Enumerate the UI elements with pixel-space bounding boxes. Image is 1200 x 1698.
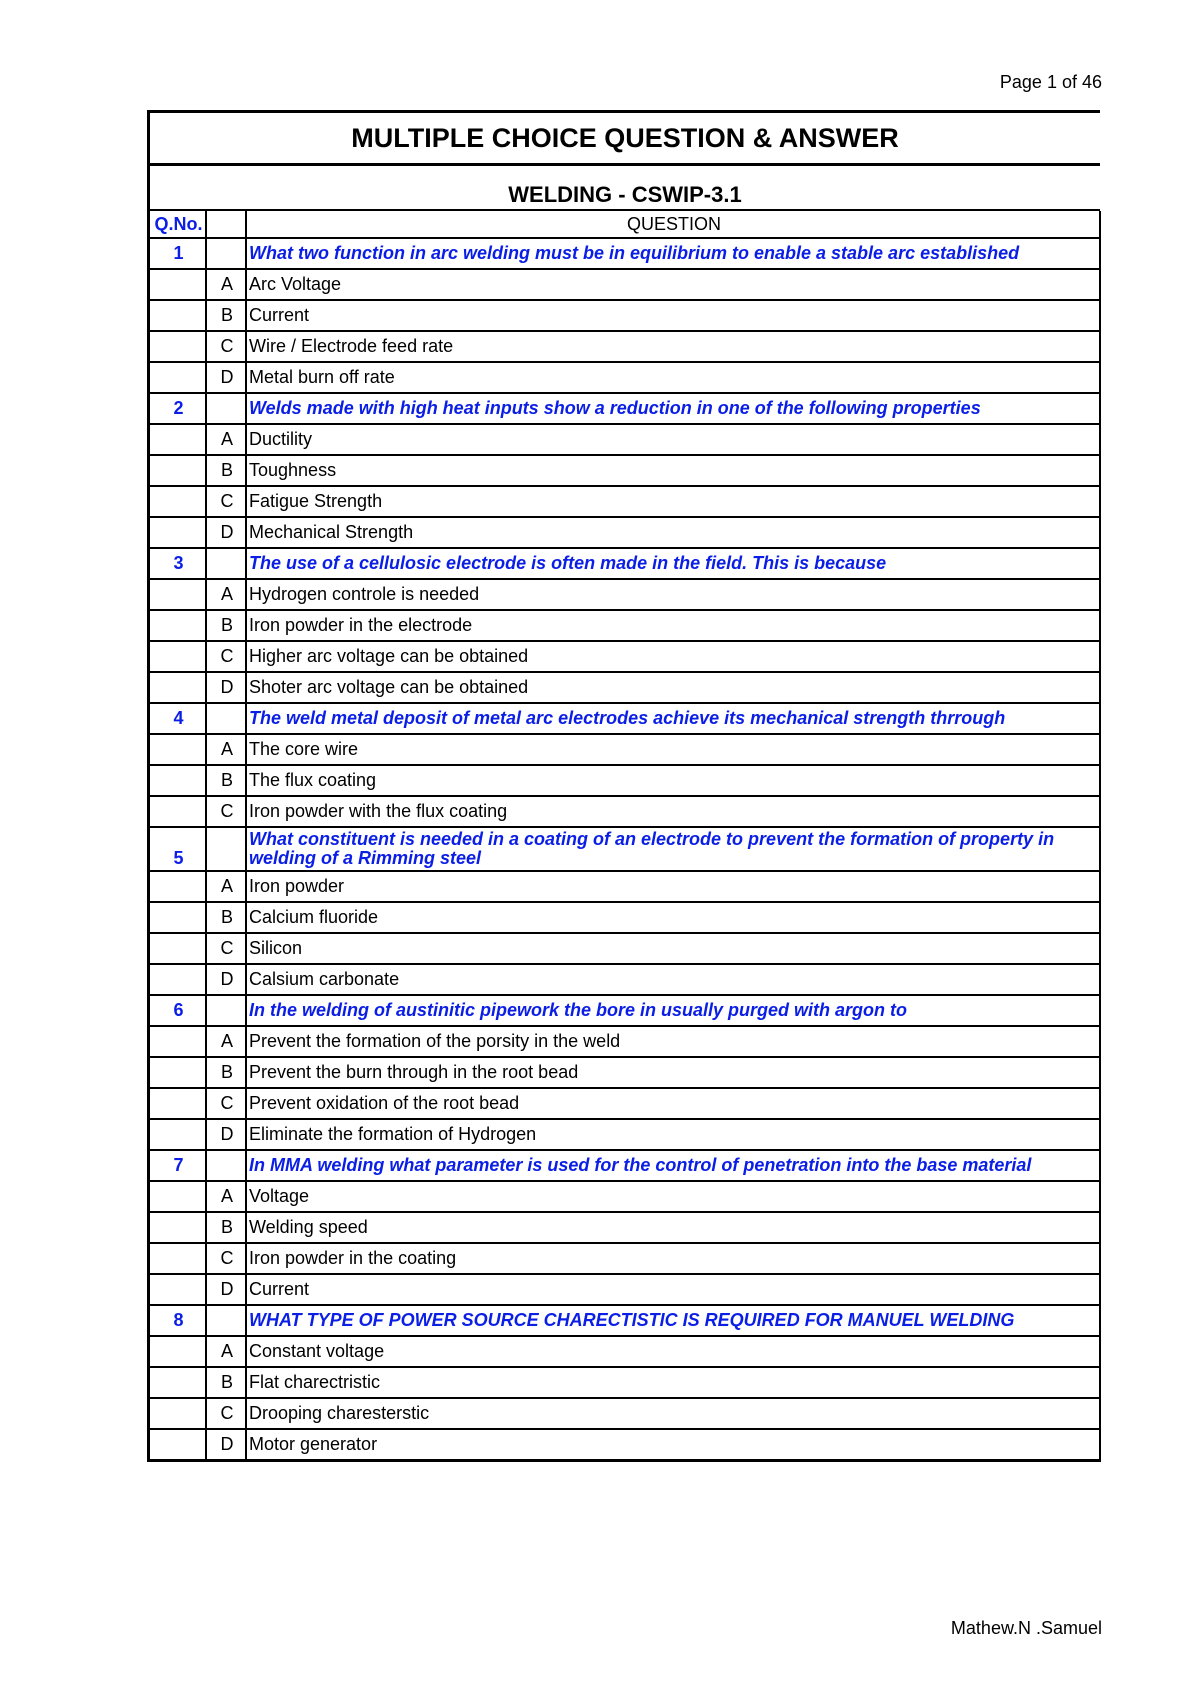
option-row	[150, 1181, 1100, 1212]
option-row	[150, 1212, 1100, 1243]
empty-cell	[150, 1398, 206, 1429]
author-name: Mathew.N .Samuel	[950, 1618, 1102, 1638]
empty-cell	[206, 238, 246, 269]
empty-cell	[206, 548, 246, 579]
empty-cell	[206, 995, 246, 1026]
option-letter: A	[206, 424, 246, 455]
empty-cell	[150, 1336, 206, 1367]
option-text: Toughness	[246, 455, 1100, 486]
option-text: Hydrogen controle is needed	[246, 579, 1100, 610]
empty-cell	[150, 1119, 206, 1150]
empty-cell	[150, 964, 206, 995]
empty-cell	[206, 1305, 246, 1336]
empty-cell	[150, 641, 206, 672]
option-row	[150, 331, 1100, 362]
option-text: Iron powder in the electrode	[246, 610, 1100, 641]
page-number: Page 1 of 46	[999, 72, 1102, 92]
question-number: 4	[150, 703, 206, 734]
option-row	[150, 1429, 1100, 1460]
option-row	[150, 300, 1100, 331]
option-row	[150, 964, 1100, 995]
question-sheet	[147, 110, 1100, 1462]
question-text: The use of a cellulosic electrode is often made in the field. This is because	[246, 548, 1100, 579]
qno-header: Q.No.	[150, 211, 206, 238]
option-text: Ductility	[246, 424, 1100, 455]
empty-cell	[150, 455, 206, 486]
option-text: Iron powder in the coating	[246, 1243, 1100, 1274]
option-letter: C	[206, 1088, 246, 1119]
question-text: What constituent is needed in a coating of an electrode to prevent the formation of property in welding of a Rimming steel	[246, 827, 1100, 871]
option-text: Current	[246, 1274, 1100, 1305]
option-text: Wire / Electrode feed rate	[246, 331, 1100, 362]
option-letter: B	[206, 902, 246, 933]
option-row	[150, 1274, 1100, 1305]
option-text: Calsium carbonate	[246, 964, 1100, 995]
empty-cell	[150, 902, 206, 933]
option-text: Prevent the formation of the porsity in the weld	[246, 1026, 1100, 1057]
option-letter: C	[206, 641, 246, 672]
option-letter: A	[206, 734, 246, 765]
option-text: Iron powder	[246, 871, 1100, 902]
question-number: 2	[150, 393, 206, 424]
option-letter: B	[206, 1212, 246, 1243]
question-text: Welds made with high heat inputs show a reduction in one of the following properties	[246, 393, 1100, 424]
option-letter: C	[206, 796, 246, 827]
empty-cell	[150, 1274, 206, 1305]
option-letter: D	[206, 964, 246, 995]
option-row	[150, 871, 1100, 902]
option-letter: C	[206, 1398, 246, 1429]
question-row	[150, 995, 1100, 1026]
option-letter: C	[206, 331, 246, 362]
option-row	[150, 1026, 1100, 1057]
empty-cell	[150, 1088, 206, 1119]
option-text: Voltage	[246, 1181, 1100, 1212]
empty-cell	[150, 734, 206, 765]
option-letter: A	[206, 1336, 246, 1367]
question-number: 6	[150, 995, 206, 1026]
letter-header	[206, 211, 246, 238]
option-row	[150, 641, 1100, 672]
empty-cell	[150, 871, 206, 902]
empty-cell	[150, 765, 206, 796]
question-table	[150, 211, 1101, 1462]
option-text: Welding speed	[246, 1212, 1100, 1243]
question-number: 3	[150, 548, 206, 579]
empty-cell	[150, 424, 206, 455]
option-text: Metal burn off rate	[246, 362, 1100, 393]
empty-cell	[150, 610, 206, 641]
question-text: What two function in arc welding must be in equilibrium to enable a stable arc established	[246, 238, 1100, 269]
question-row	[150, 238, 1100, 269]
option-letter: D	[206, 1119, 246, 1150]
option-letter: B	[206, 1367, 246, 1398]
empty-cell	[206, 703, 246, 734]
empty-cell	[150, 269, 206, 300]
option-text: Fatigue Strength	[246, 486, 1100, 517]
option-letter: D	[206, 672, 246, 703]
option-row	[150, 1367, 1100, 1398]
option-text: Calcium fluoride	[246, 902, 1100, 933]
option-letter: C	[206, 486, 246, 517]
document-title: MULTIPLE CHOICE QUESTION & ANSWER	[150, 113, 1100, 166]
option-row	[150, 796, 1100, 827]
option-text: Higher arc voltage can be obtained	[246, 641, 1100, 672]
question-row	[150, 1150, 1100, 1181]
empty-cell	[150, 796, 206, 827]
option-row	[150, 734, 1100, 765]
option-letter: A	[206, 579, 246, 610]
question-text: The weld metal deposit of metal arc electrodes achieve its mechanical strength thrrough	[246, 703, 1100, 734]
question-text: In the welding of austinitic pipework the bore in usually purged with argon to	[246, 995, 1100, 1026]
empty-cell	[150, 1057, 206, 1088]
option-letter: D	[206, 1274, 246, 1305]
empty-cell	[150, 1026, 206, 1057]
option-text: Prevent the burn through in the root bead	[246, 1057, 1100, 1088]
option-letter: B	[206, 455, 246, 486]
empty-cell	[150, 300, 206, 331]
option-row	[150, 933, 1100, 964]
option-row	[150, 579, 1100, 610]
option-text: The core wire	[246, 734, 1100, 765]
document-subtitle: WELDING - CSWIP-3.1	[150, 166, 1100, 211]
empty-cell	[150, 362, 206, 393]
empty-cell	[150, 486, 206, 517]
option-text: Motor generator	[246, 1429, 1100, 1460]
option-row	[150, 486, 1100, 517]
option-row	[150, 1398, 1100, 1429]
option-row	[150, 1119, 1100, 1150]
option-text: Constant voltage	[246, 1336, 1100, 1367]
question-number: 1	[150, 238, 206, 269]
option-row	[150, 1336, 1100, 1367]
empty-cell	[150, 672, 206, 703]
option-letter: A	[206, 1181, 246, 1212]
option-letter: A	[206, 269, 246, 300]
option-letter: B	[206, 1057, 246, 1088]
option-text: The flux coating	[246, 765, 1100, 796]
option-letter: B	[206, 300, 246, 331]
question-number: 5	[150, 827, 206, 871]
option-row	[150, 765, 1100, 796]
empty-cell	[206, 1150, 246, 1181]
option-text: Eliminate the formation of Hydrogen	[246, 1119, 1100, 1150]
option-letter: D	[206, 362, 246, 393]
question-row	[150, 393, 1100, 424]
empty-cell	[150, 517, 206, 548]
question-row	[150, 703, 1100, 734]
empty-cell	[150, 1429, 206, 1460]
option-row	[150, 362, 1100, 393]
empty-cell	[150, 331, 206, 362]
option-letter: A	[206, 871, 246, 902]
question-text: WHAT TYPE OF POWER SOURCE CHARECTISTIC IS REQUIRED FOR MANUEL WELDING	[246, 1305, 1100, 1336]
question-row	[150, 1305, 1100, 1336]
table-header-row	[150, 211, 1100, 238]
empty-cell	[206, 827, 246, 871]
option-text: Silicon	[246, 933, 1100, 964]
option-text: Mechanical Strength	[246, 517, 1100, 548]
option-row	[150, 1057, 1100, 1088]
option-letter: B	[206, 765, 246, 796]
option-row	[150, 1243, 1100, 1274]
question-row	[150, 827, 1100, 871]
option-text: Shoter arc voltage can be obtained	[246, 672, 1100, 703]
question-number: 7	[150, 1150, 206, 1181]
option-row	[150, 610, 1100, 641]
option-letter: D	[206, 517, 246, 548]
empty-cell	[150, 579, 206, 610]
question-text: In MMA welding what parameter is used for the control of penetration into the base material	[246, 1150, 1100, 1181]
empty-cell	[206, 393, 246, 424]
option-row	[150, 424, 1100, 455]
option-letter: C	[206, 933, 246, 964]
option-row	[150, 1088, 1100, 1119]
option-letter: A	[206, 1026, 246, 1057]
option-letter: C	[206, 1243, 246, 1274]
empty-cell	[150, 1212, 206, 1243]
option-row	[150, 269, 1100, 300]
option-row	[150, 902, 1100, 933]
option-text: Flat charectristic	[246, 1367, 1100, 1398]
option-text: Iron powder with the flux coating	[246, 796, 1100, 827]
option-letter: B	[206, 610, 246, 641]
option-text: Prevent oxidation of the root bead	[246, 1088, 1100, 1119]
option-row	[150, 517, 1100, 548]
empty-cell	[150, 933, 206, 964]
option-text: Arc Voltage	[246, 269, 1100, 300]
question-number: 8	[150, 1305, 206, 1336]
option-letter: D	[206, 1429, 246, 1460]
question-header: QUESTION	[246, 211, 1100, 238]
option-row	[150, 672, 1100, 703]
option-row	[150, 455, 1100, 486]
option-text: Drooping charesterstic	[246, 1398, 1100, 1429]
empty-cell	[150, 1243, 206, 1274]
empty-cell	[150, 1181, 206, 1212]
option-text: Current	[246, 300, 1100, 331]
empty-cell	[150, 1367, 206, 1398]
question-row	[150, 548, 1100, 579]
